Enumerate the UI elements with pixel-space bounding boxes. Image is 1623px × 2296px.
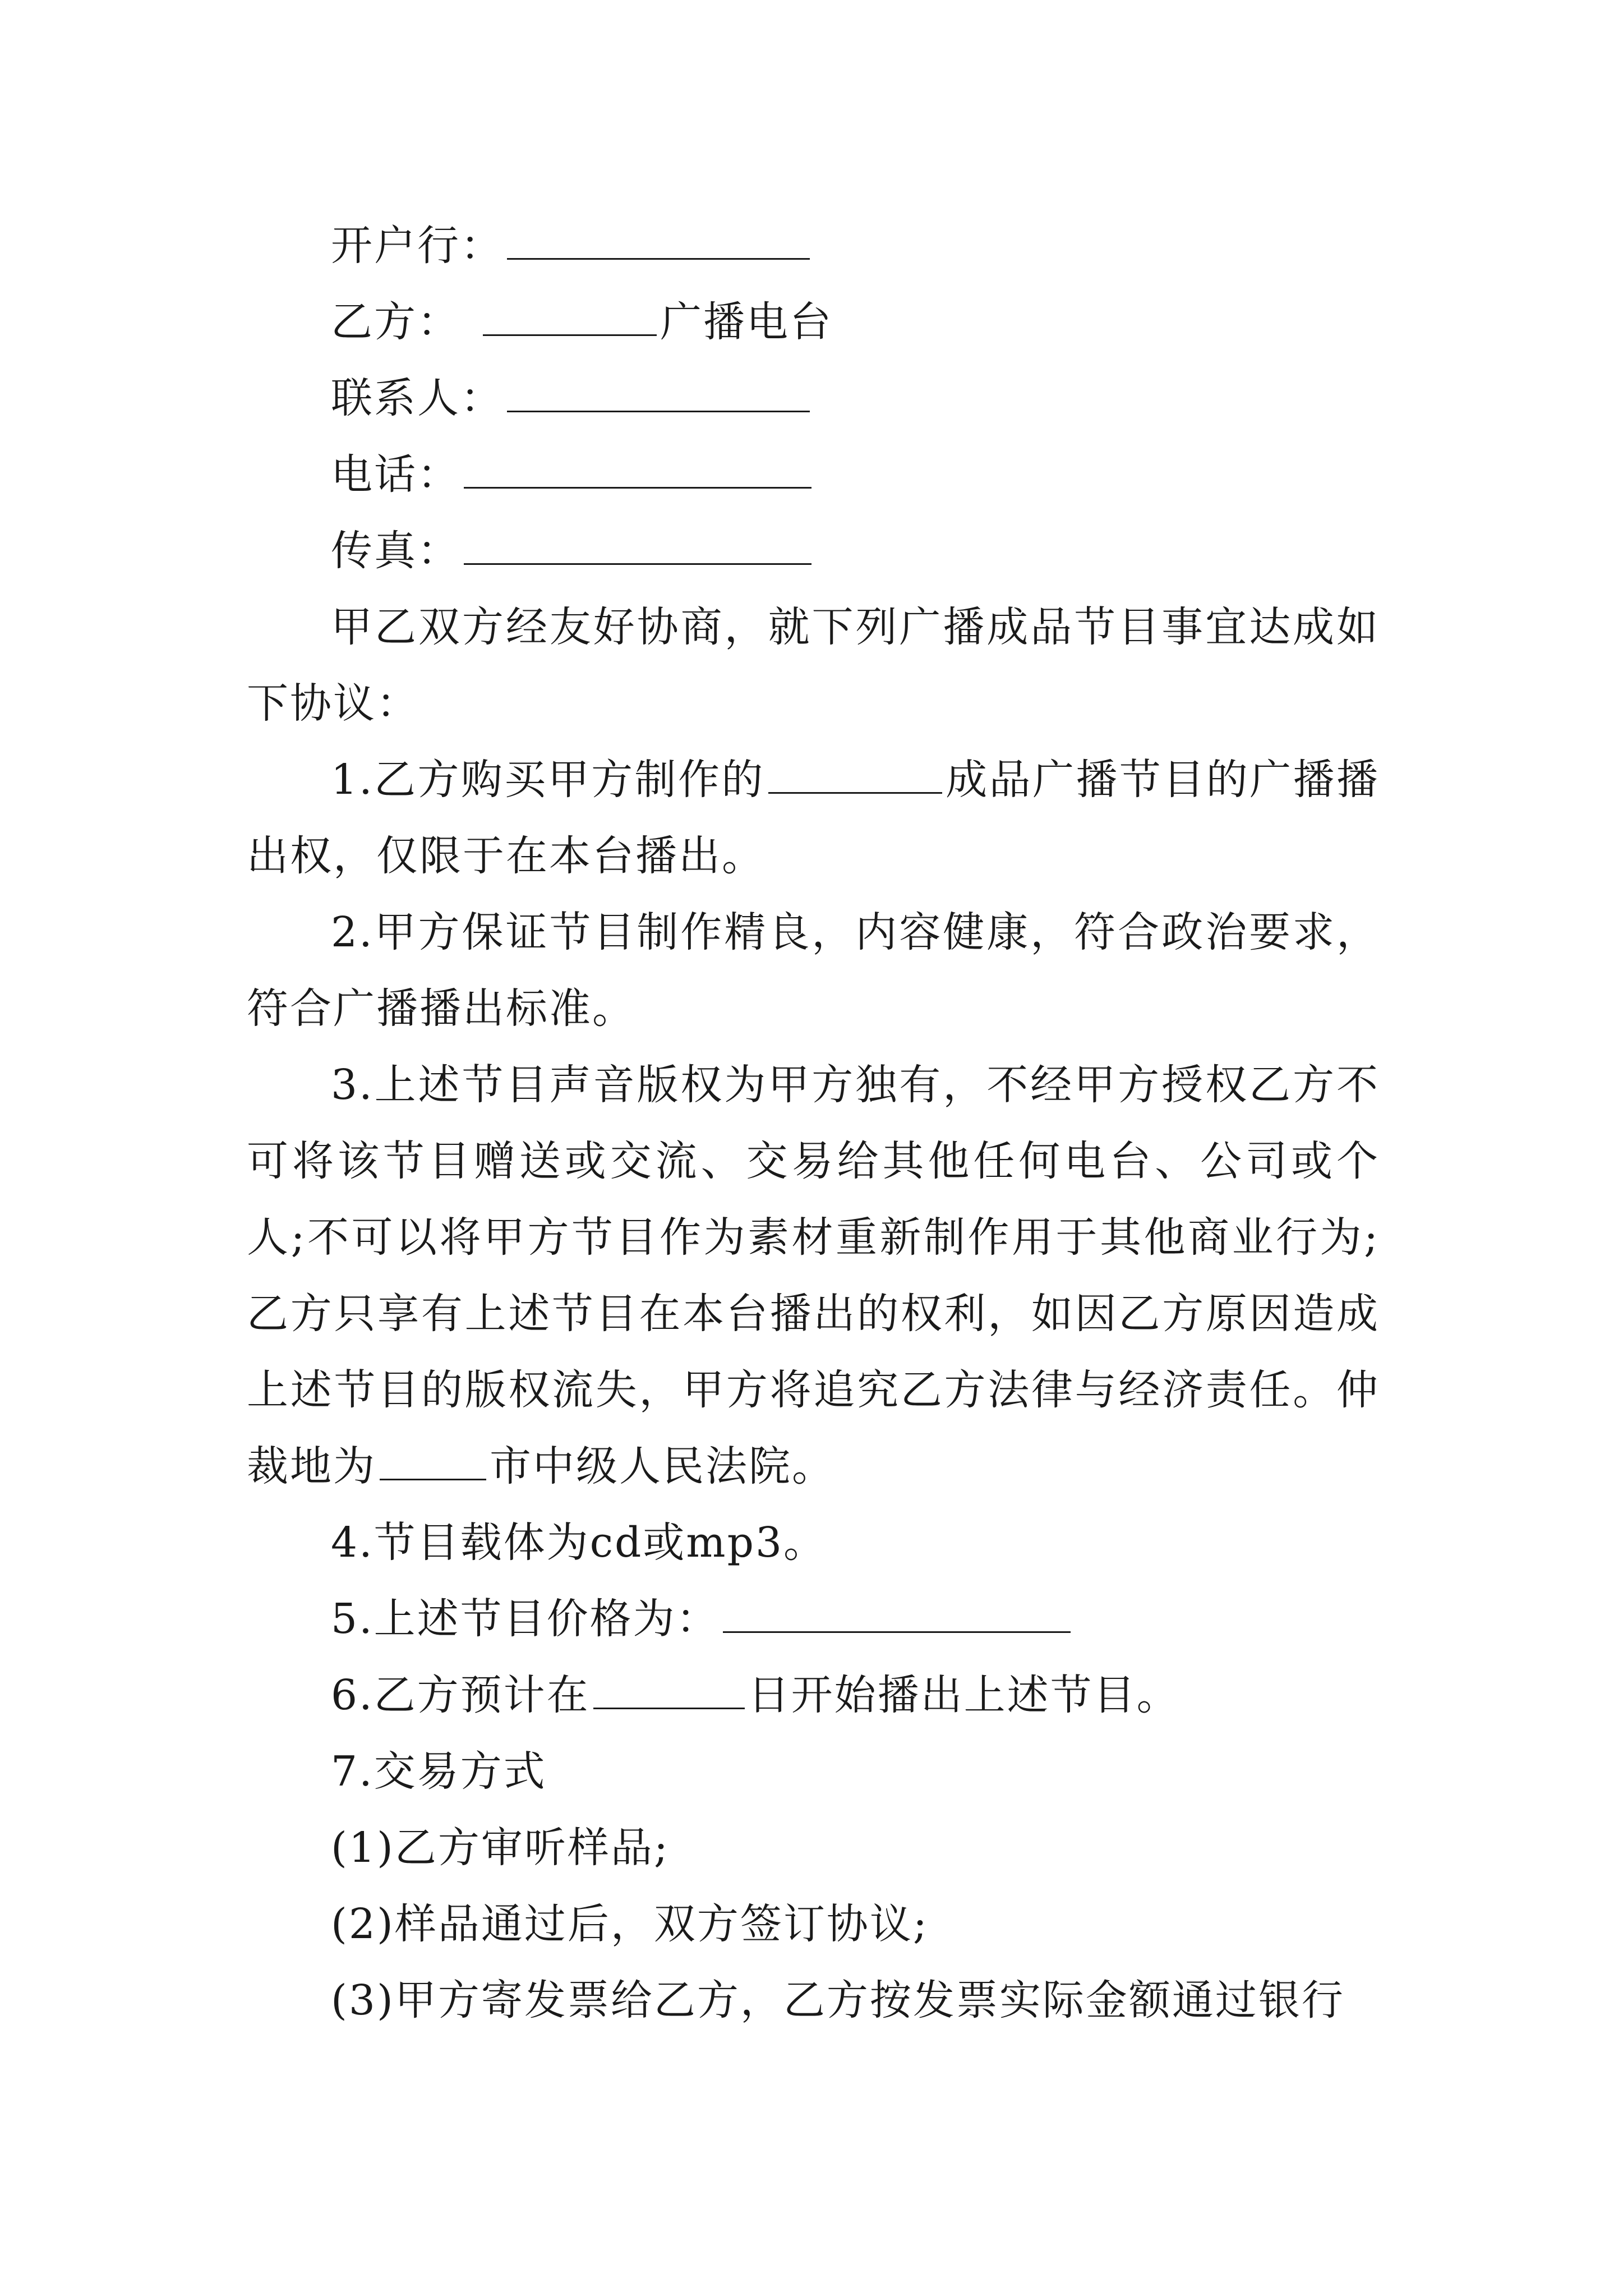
party-b-suffix: 广播电台 (660, 298, 833, 346)
intro-paragraph: 甲乙双方经友好协商，就下列广播成品节目事宜达成如下协议： (247, 603, 1380, 728)
contact-label: 联系人： (331, 374, 504, 422)
item-1-suffix: 成品广播节目的广播播出权，仅限于在本台播出。 (247, 756, 1380, 880)
fax-blank (464, 527, 811, 565)
item-4-line: 4.节目载体为cd或mp3。 (331, 1519, 827, 1567)
party-b-label: 乙方： (331, 298, 460, 346)
item-5-label: 5.上述节目价格为： (331, 1595, 720, 1643)
item-7-line: 7.交易方式 (331, 1747, 547, 1796)
item-3-prefix: 3.上述节目声音版权为甲方独有，不经甲方授权乙方不可将该节目赠送或交流、交易给其他任何电台、公司或个人;不可以将甲方节目作为素材重新制作用于其他商业行为;乙方只享有上述节目在本台播出的权利，如因乙方原因造成上述节目的版权流失，甲方将追究乙方法律与经济责任。仲裁地为 (247, 1061, 1380, 1490)
bank-label: 开户行： (331, 222, 504, 270)
document-body (247, 208, 1380, 2039)
fax-label: 传真： (331, 527, 460, 575)
phone-label: 电话： (331, 450, 460, 499)
item-7-1-line: (1)乙方审听样品; (331, 1824, 670, 1872)
party-b-line (247, 284, 1380, 360)
item-6-blank (593, 1672, 745, 1709)
fax-line (247, 513, 1380, 589)
contact-blank (507, 375, 810, 412)
item-6-line (247, 1657, 1380, 1733)
item-5-line (247, 1581, 1380, 1657)
item-3-blank (380, 1443, 486, 1480)
item-1-paragraph (247, 742, 1380, 894)
phone-line (247, 436, 1380, 513)
item-6-suffix: 日开始播出上述节目。 (748, 1671, 1180, 1719)
bank-blank (507, 222, 810, 260)
item-1-blank (768, 756, 942, 794)
item-7-3-line: (3)甲方寄发票给乙方，乙方按发票实际金额通过银行 (331, 1976, 1345, 2024)
item-1-prefix: 1.乙方购买甲方制作的 (331, 756, 765, 804)
contact-line (247, 360, 1380, 436)
item-3-paragraph (247, 1047, 1380, 1504)
item-6-prefix: 6.乙方预计在 (331, 1671, 590, 1719)
item-2-paragraph: 2.甲方保证节目制作精良，内容健康，符合政治要求，符合广播播出标准。 (247, 908, 1380, 1033)
bank-line (247, 208, 1380, 284)
item-3-suffix: 市中级人民法院。 (490, 1442, 835, 1490)
item-5-blank (723, 1595, 1071, 1633)
party-b-blank (483, 298, 657, 336)
item-7-2-line: (2)样品通过后，双方签订协议; (331, 1900, 929, 1948)
phone-blank (464, 451, 811, 489)
